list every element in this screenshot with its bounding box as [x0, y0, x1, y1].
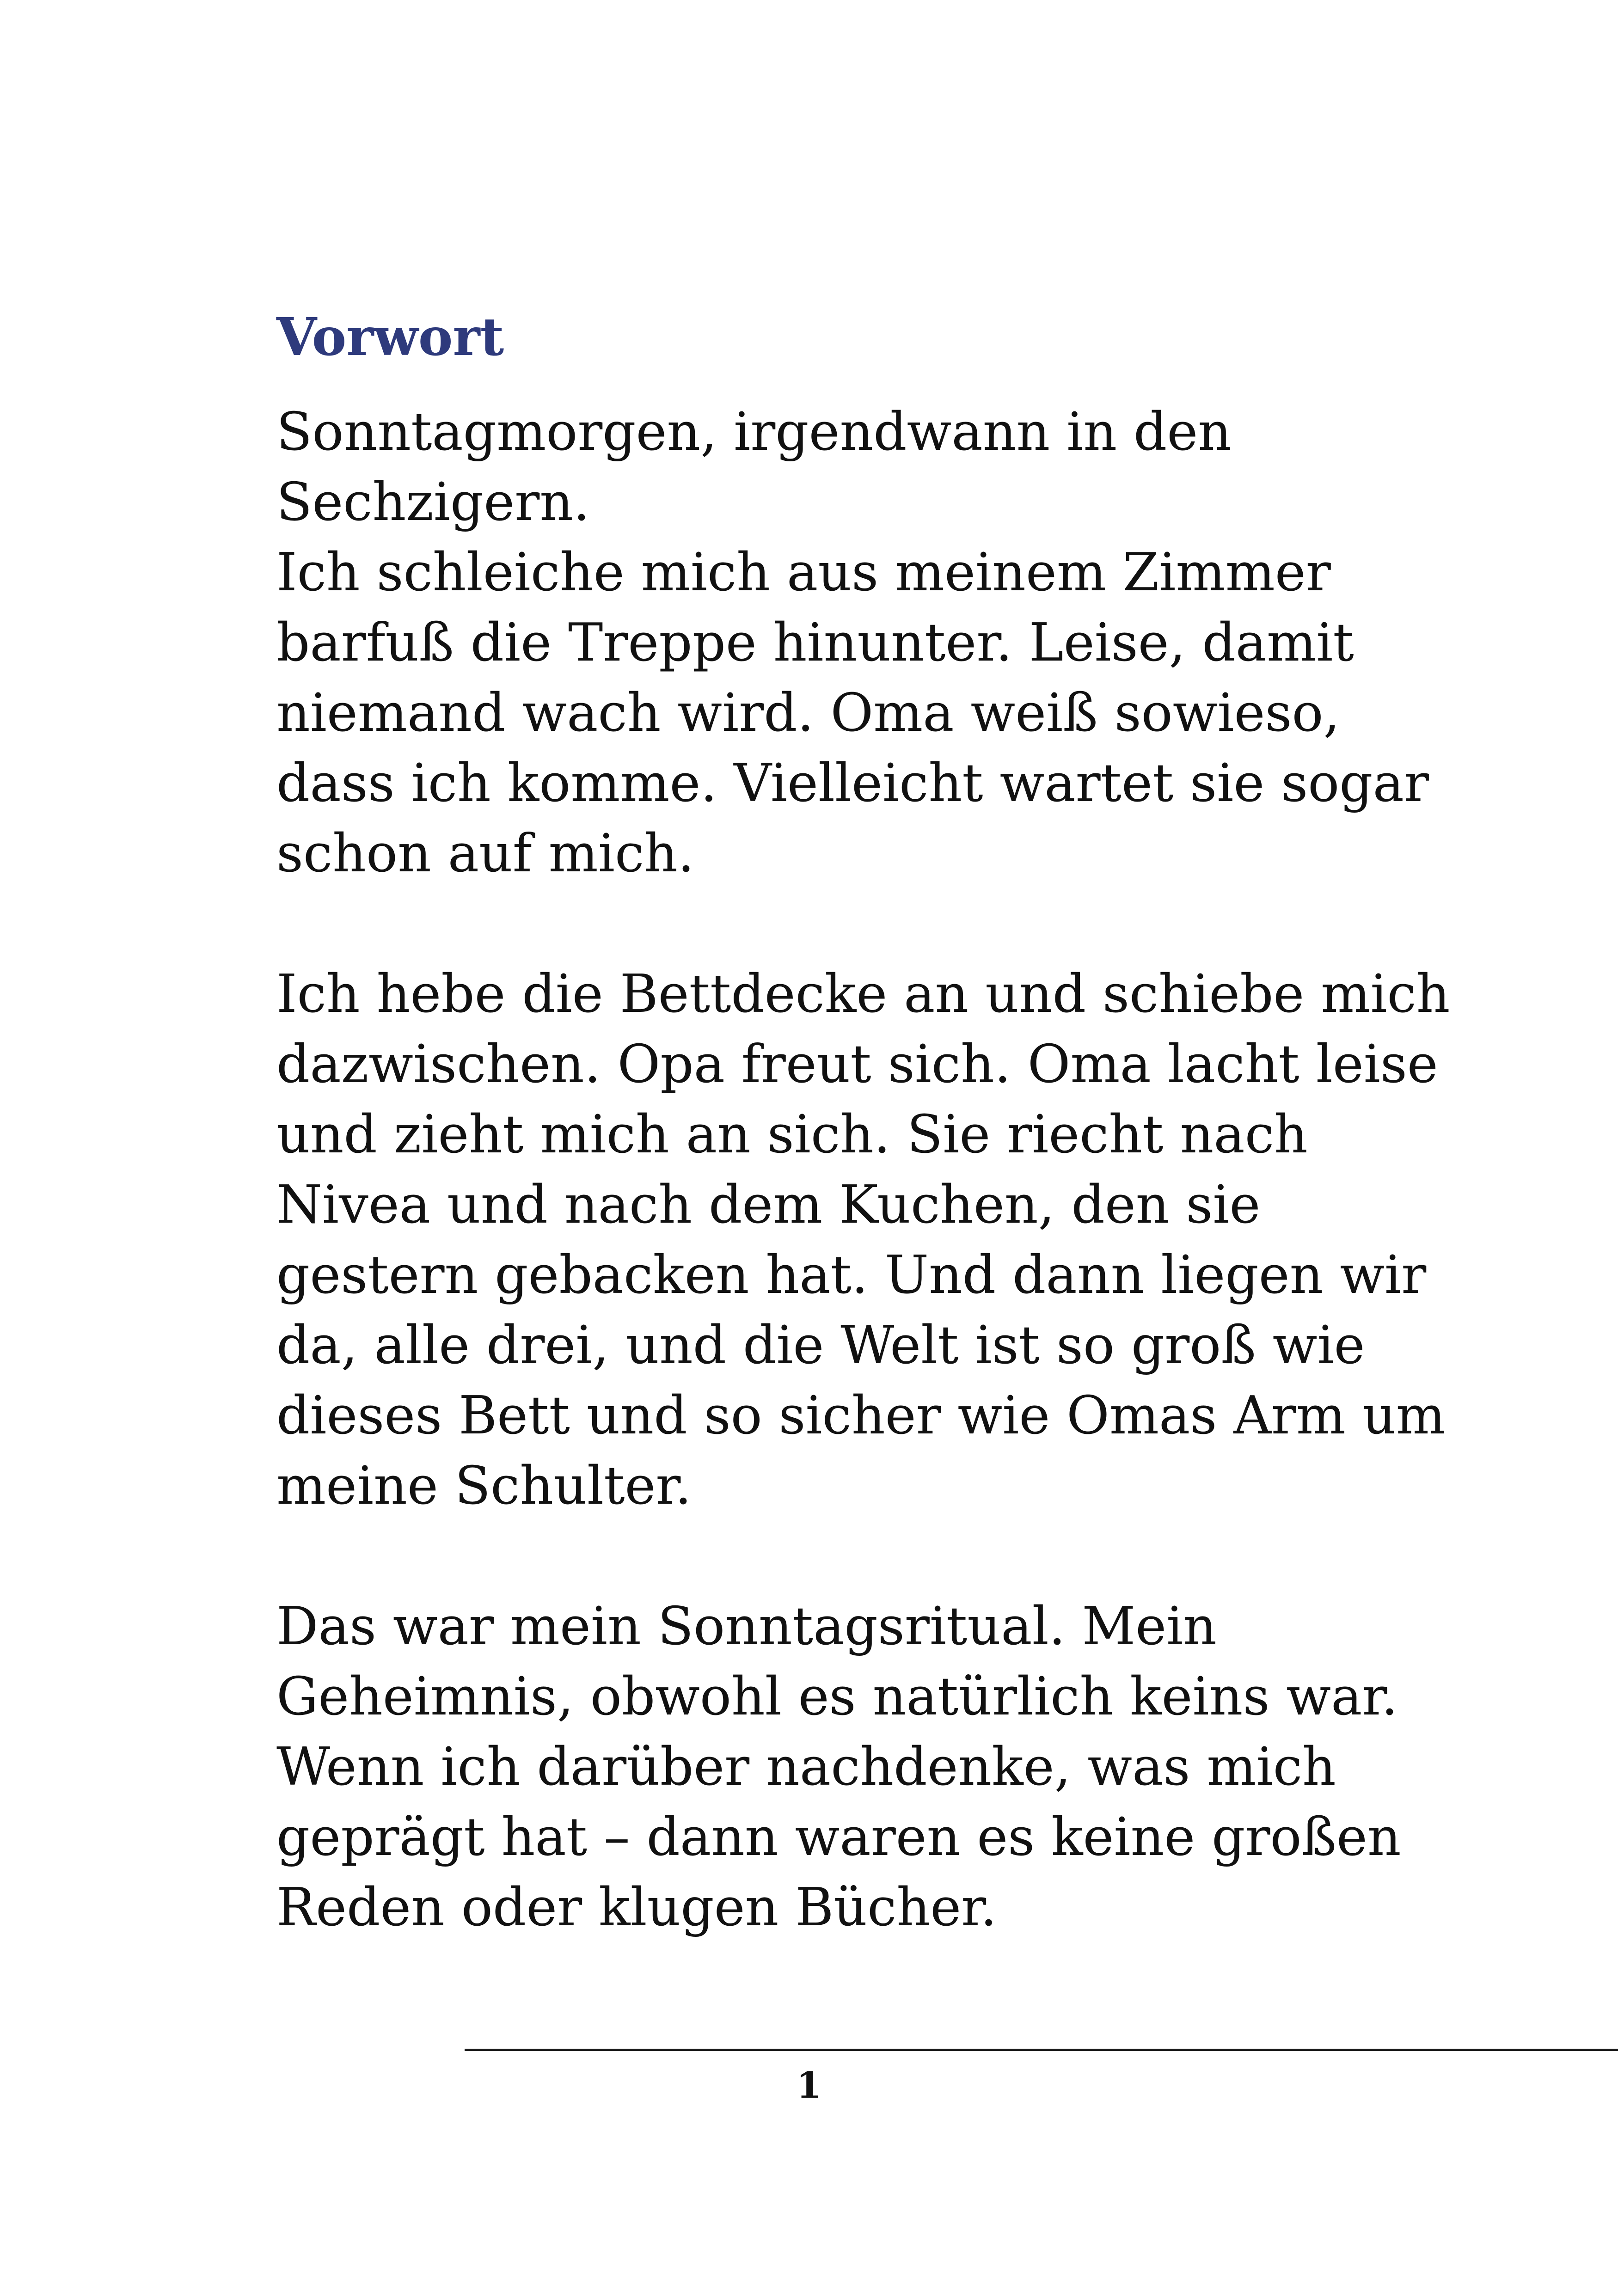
- text-line: Das war mein Sonntagsritual. Mein: [276, 1596, 1217, 1657]
- text-line: Sonntagmorgen, irgendwann in den: [276, 401, 1232, 462]
- text-line: Ich schleiche mich aus meinem Zimmer: [276, 542, 1331, 603]
- paragraph: [276, 397, 1429, 888]
- text-line: Geheimnis, obwohl es natürlich keins war.: [276, 1666, 1398, 1727]
- paragraph-spacer: [276, 888, 1386, 959]
- page-number: 1: [796, 2064, 822, 2106]
- paragraph-spacer: [276, 1521, 1386, 1591]
- paragraph: [276, 959, 1450, 1521]
- text-line: dieses Bett und so sicher wie Omas Arm um: [276, 1385, 1446, 1446]
- text-line: Sechzigern.: [276, 471, 590, 533]
- text-line: gestern gebacken hat. Und dann liegen wir: [276, 1244, 1427, 1305]
- text-line: dass ich komme. Vielleicht wartet sie sogar: [276, 753, 1429, 814]
- text-line: barfuß die Treppe hinunter. Leise, damit: [276, 612, 1354, 673]
- text-line: Wenn ich darüber nachdenke, was mich: [276, 1736, 1336, 1797]
- text-line: meine Schulter.: [276, 1455, 692, 1516]
- text-line: da, alle drei, und die Welt ist so groß wie: [276, 1315, 1365, 1376]
- footer-divider: [465, 2049, 1618, 2051]
- section-heading: Vorwort: [276, 307, 504, 367]
- text-line: Reden oder klugen Bücher.: [276, 1877, 997, 1938]
- text-line: Ich hebe die Bettdecke an und schiebe mich: [276, 963, 1450, 1024]
- text-line: niemand wach wird. Oma weiß sowieso,: [276, 682, 1340, 743]
- text-line: dazwischen. Opa freut sich. Oma lacht leise: [276, 1034, 1438, 1095]
- text-line: und zieht mich an sich. Sie riecht nach: [276, 1104, 1308, 1165]
- text-line: geprägt hat – dann waren es keine großen: [276, 1806, 1401, 1867]
- text-line: schon auf mich.: [276, 823, 694, 884]
- paragraph: [276, 1591, 1401, 1942]
- body-text: [276, 397, 1450, 1942]
- text-line: Nivea und nach dem Kuchen, den sie: [276, 1174, 1261, 1235]
